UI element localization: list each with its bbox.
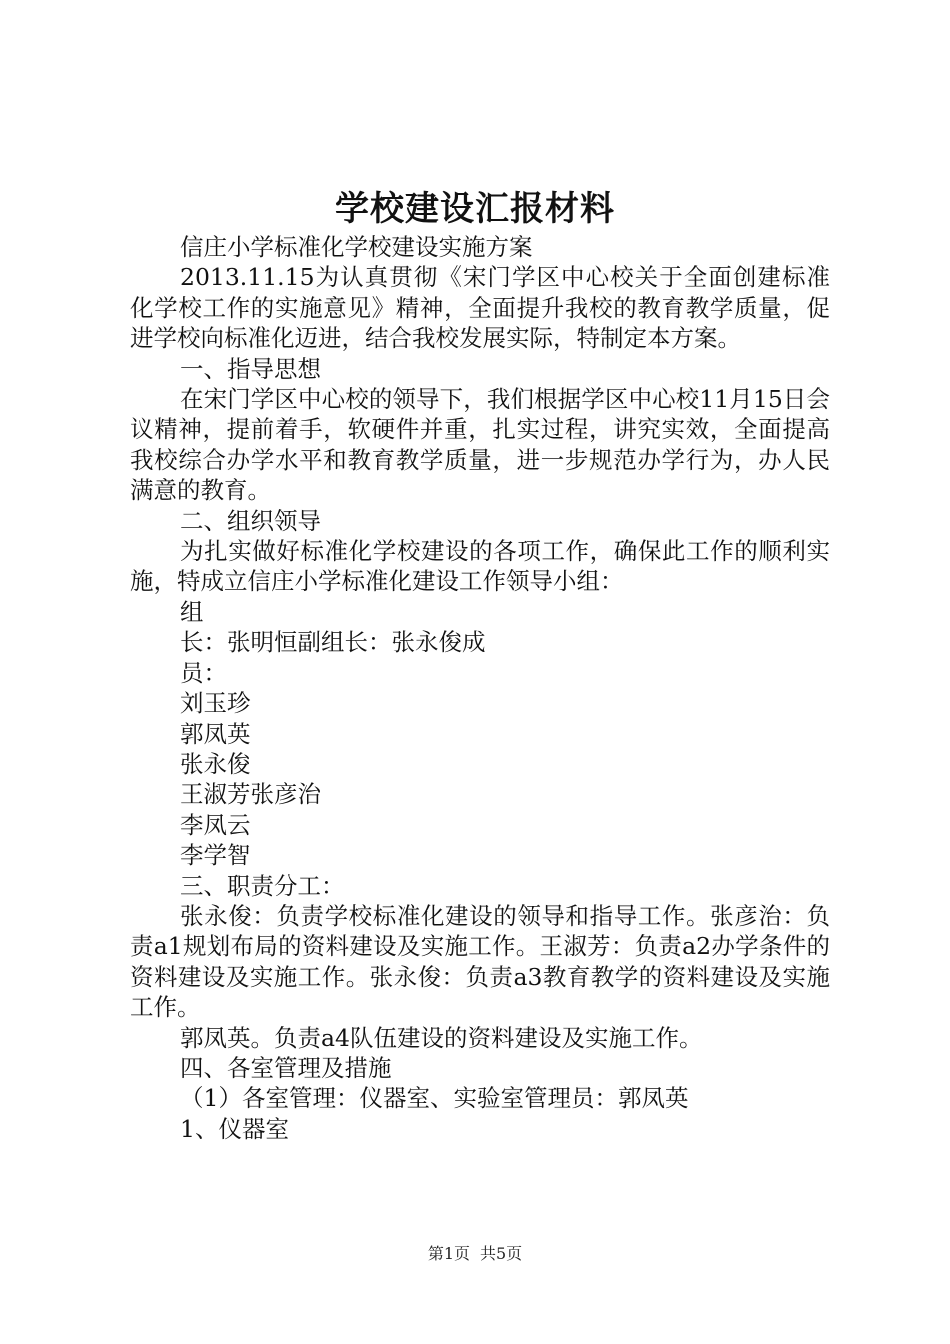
paragraph: 张永俊：负责学校标准化建设的领导和指导工作。张彦治：负责a1规划布局的资料建设及实施工作。王淑芳：负责a2办学条件的资料建设及实施工作。张永俊：负责a3教育教学的资料建设及实施工作。	[130, 901, 830, 1022]
list-line: 长：张明恒副组长：张永俊成	[180, 628, 486, 657]
list-line: 刘玉珍	[180, 689, 251, 718]
section-heading: 三、职责分工：	[180, 871, 345, 900]
list-line: 员：	[180, 658, 227, 687]
list-line: 1、仪器室	[180, 1114, 289, 1143]
list-line: 组	[180, 597, 204, 626]
page-total: 共5页	[480, 1244, 523, 1263]
list-line: 王淑芳张彦治	[180, 780, 321, 809]
paragraph: 信庄小学标准化学校建设实施方案	[180, 233, 533, 261]
paragraph: 在宋门学区中心校的领导下，我们根据学区中心校11月15日会议精神，提前着手，软硬件并重，扎实过程，讲究实效，全面提高我校综合办学水平和教育教学质量，进一步规范办学行为，办人民满意的教育。	[130, 385, 830, 505]
page-number: 第1页	[427, 1244, 470, 1263]
document-body	[130, 232, 830, 1144]
page-footer	[0, 1242, 950, 1266]
list-line: 张永俊	[180, 749, 251, 778]
list-line: 李凤云	[180, 810, 251, 839]
document-title: 学校建设汇报材料	[335, 189, 615, 229]
section-heading: 四、各室管理及措施	[180, 1053, 392, 1082]
list-line: 李学智	[180, 841, 251, 870]
section-heading: 二、组织领导	[180, 506, 321, 535]
section-heading: 一、指导思想	[180, 354, 321, 383]
paragraph: 为扎实做好标准化学校建设的各项工作，确保此工作的顺利实施，特成立信庄小学标准化建设工作领导小组：	[130, 537, 830, 596]
paragraph: 2013.11.15为认真贯彻《宋门学区中心校关于全面创建标准化学校工作的实施意见》精神，全面提升我校的教育教学质量，促进学校向标准化迈进，结合我校发展实际，特制定本方案。	[130, 263, 830, 353]
paragraph: （1）各室管理：仪器室、实验室管理员：郭凤英	[180, 1084, 689, 1113]
paragraph: 郭凤英。负责a4队伍建设的资料建设及实施工作。	[180, 1023, 703, 1052]
list-line: 郭凤英	[180, 719, 251, 748]
